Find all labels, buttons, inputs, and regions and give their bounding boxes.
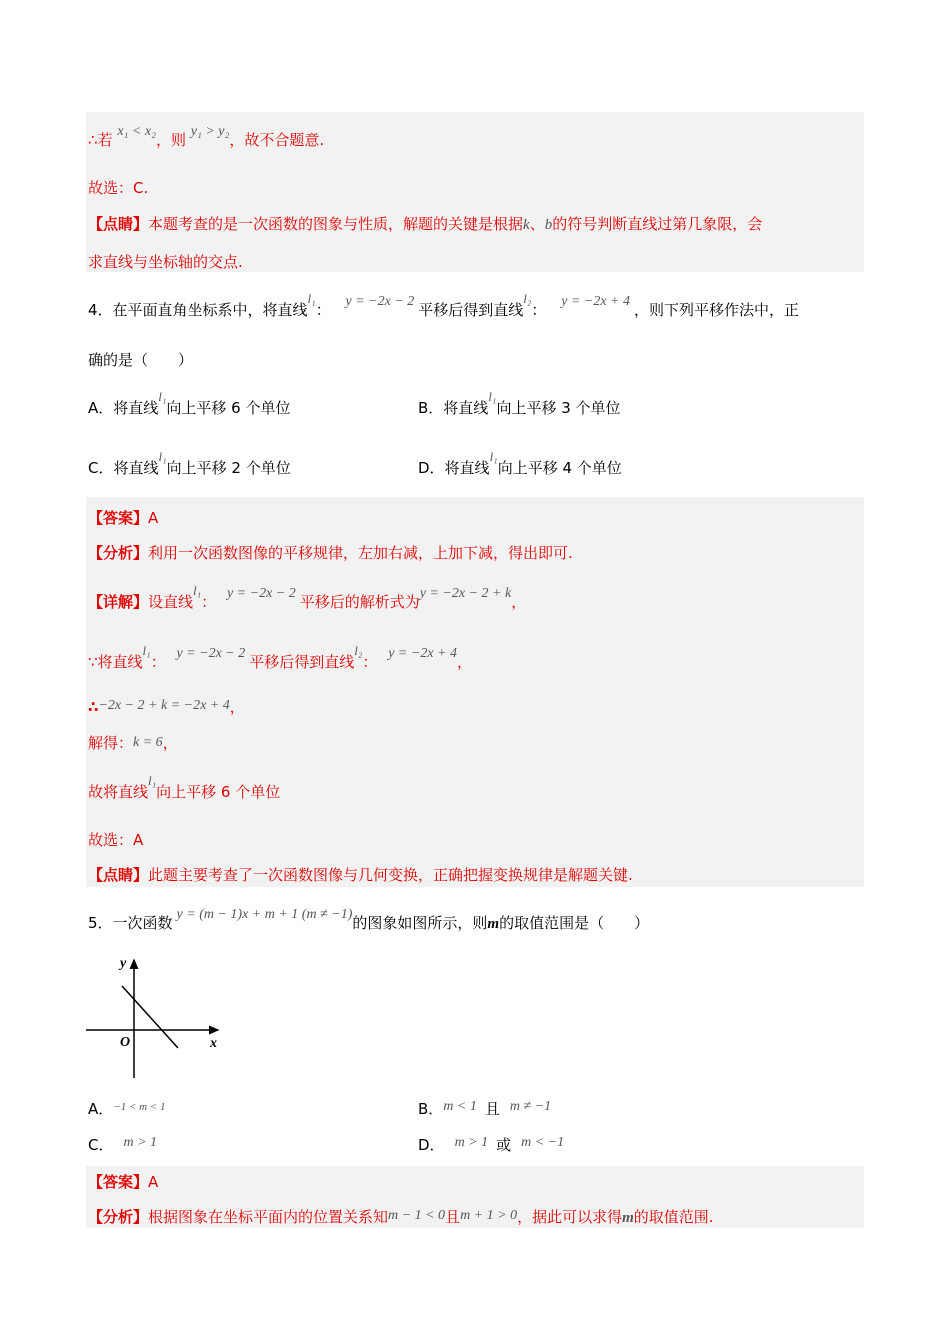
q4-stem: 4．在平面直角坐标系中，将直线l₁： y = −2x − 2 平移后得到直线l₂： y = −2x + 4 ，则下列平移作法中，正	[88, 291, 800, 319]
q4-answer: 【答案】A	[88, 509, 159, 527]
q4-detail-1: 【详解】设直线l₁： y = −2x − 2 平移后的解析式为y = −2x − 2 + k，	[88, 583, 527, 611]
q5-option-b[interactable]: B．m < 1 且 m ≠ −1	[418, 1099, 552, 1118]
q4-option-d[interactable]: D．将直线l₁向上平移 4 个单位	[418, 449, 622, 477]
q3-dianjing-cont: 求直线与坐标轴的交点.	[88, 253, 243, 271]
q4-select: 故选：A	[88, 831, 144, 849]
q5-option-a[interactable]: A．$^{-1 < m < 1}$	[88, 1100, 166, 1118]
origin-label: O	[120, 1035, 131, 1050]
y-condition: y₁ > y₂	[190, 124, 230, 139]
q4-dianjing: 【点睛】此题主要考查了一次函数图像与几何变换，正确把握变换规律是解题关键.	[88, 866, 633, 884]
q5-stem: 5．一次函数 y = (m − 1)x + m + 1 (m ≠ −1)的图象如图所示，则m的取值范围是（ ）	[88, 907, 650, 932]
x-axis-label: x	[210, 1036, 217, 1051]
q5-answer: 【答案】A	[88, 1173, 159, 1191]
q4-detail-2: ∵将直线l₁： y = −2x − 2 平移后得到直线l₂： y = −2x + 4，	[88, 643, 473, 671]
q4-analysis: 【分析】利用一次函数图像的平移规律，左加右减，上加下减，得出即可.	[88, 544, 573, 562]
q3-dianjing: 【点睛】本题考查的是一次函数的图象与性质，解题的关键是根据k、b的符号判断直线过第几象限，会	[88, 215, 763, 233]
q4-option-a[interactable]: A．将直线l₁向上平移 6 个单位	[88, 389, 291, 417]
q5-graph	[80, 950, 230, 1080]
q4-detail-3: ∴−2x − 2 + k = −2x + 4，	[88, 698, 245, 716]
q5-option-c[interactable]: C． m > 1	[88, 1135, 158, 1154]
q4-option-c[interactable]: C．将直线l₁向上平移 2 个单位	[88, 449, 291, 477]
function-line	[122, 986, 178, 1048]
q4-stem-cont: 确的是（ ）	[88, 351, 194, 369]
q4-detail-5: 故将直线l₁向上平移 6 个单位	[88, 773, 281, 801]
x-condition: x₁ < x₂	[117, 124, 156, 139]
q3-select: 故选：C.	[88, 179, 149, 197]
q5-analysis: 【分析】根据图象在坐标平面内的位置关系知m − 1 < 0且m + 1 > 0，据此可以求得m的取值范围.	[88, 1208, 714, 1226]
q5-option-d[interactable]: D． m > 1 或 m < −1	[418, 1135, 565, 1154]
q3-conclusion: ∴若 x₁ < x₂，则 y₁ > y₂，故不合题意.	[88, 124, 325, 149]
q4-option-b[interactable]: B．将直线l₁向上平移 3 个单位	[418, 389, 621, 417]
y-axis-label: y	[120, 956, 127, 971]
q4-detail-4: 解得：k = 6，	[88, 734, 178, 752]
